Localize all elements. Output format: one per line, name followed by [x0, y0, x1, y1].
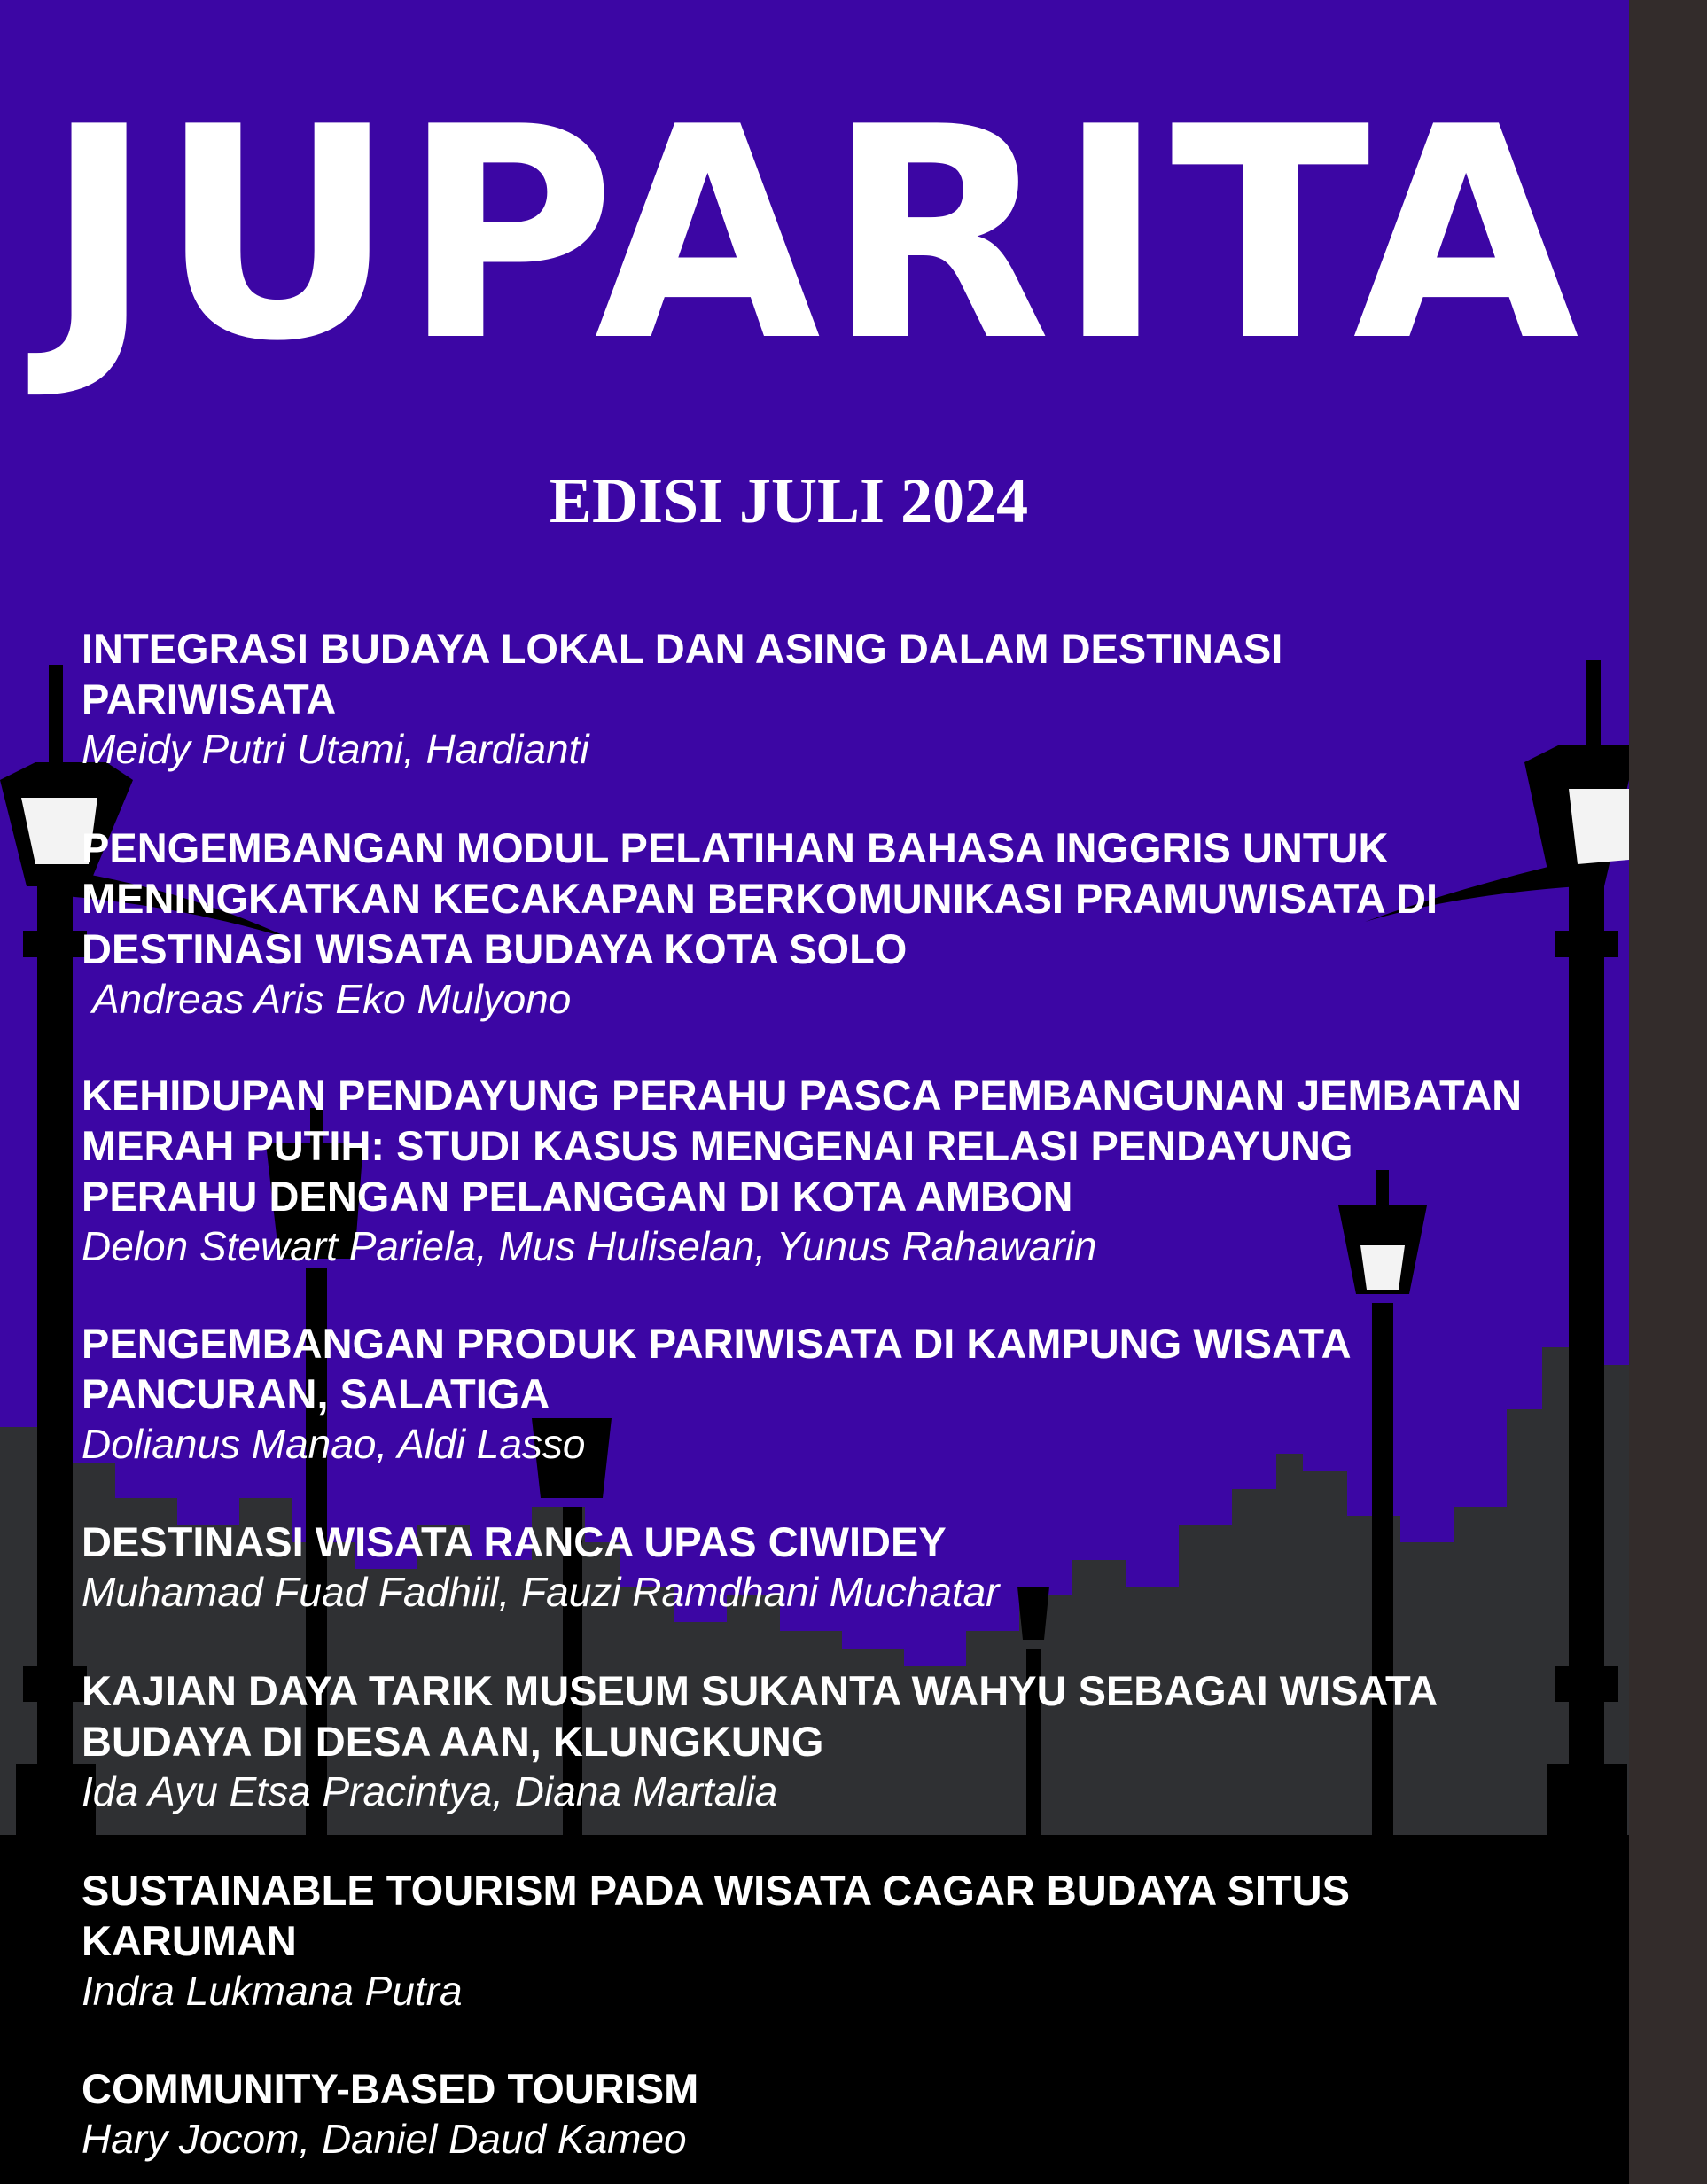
article-title: COMMUNITY-BASED TOURISM	[82, 2065, 699, 2112]
article-entry	[82, 823, 1535, 1024]
article-title: PENGEMBANGAN PRODUK PARIWISATA DI KAMPUNG WISATA PANCURAN, SALATIGA	[82, 1320, 1350, 1417]
article-title: SUSTAINABLE TOURISM PADA WISATA CAGAR BUDAYA SITUS KARUMAN	[82, 1867, 1350, 1964]
article-authors: Meidy Putri Utami, Hardianti	[82, 726, 589, 772]
article-entry	[82, 623, 1535, 774]
edition-label: EDISI JULI 2024	[549, 465, 1029, 536]
article-authors: Hary Jocom, Daniel Daud Kameo	[82, 2116, 687, 2162]
article-authors: Dolianus Manao, Aldi Lasso	[82, 1421, 586, 1467]
article-authors: Muhamad Fuad Fadhiil, Fauzi Ramdhani Muchatar	[82, 1569, 1000, 1615]
article-title: KEHIDUPAN PENDAYUNG PERAHU PASCA PEMBANGUNAN JEMBATAN MERAH PUTIH: STUDI KASUS MENGENAI RELASI PENDAYUNG PERAHU DENGAN PELANGGAN DI KOTA AMBON	[82, 1072, 1523, 1220]
article-authors: Delon Stewart Pariela, Mus Huliselan, Yunus Rahawarin	[82, 1223, 1097, 1269]
book-spine	[1629, 0, 1707, 2184]
article-entry	[82, 1865, 1535, 2016]
article-title: INTEGRASI BUDAYA LOKAL DAN ASING DALAM DESTINASI PARIWISATA	[82, 625, 1283, 722]
article-authors: Indra Lukmana Putra	[82, 1968, 463, 2014]
article-title: DESTINASI WISATA RANCA UPAS CIWIDEY	[82, 1518, 947, 1565]
article-authors: Andreas Aris Eko Mulyono	[92, 976, 572, 1022]
journal-title: JUPARITA	[44, 65, 1585, 405]
article-entry	[82, 1665, 1535, 1816]
article-entry	[82, 2063, 1535, 2164]
article-entry	[82, 1070, 1535, 1271]
article-title: PENGEMBANGAN MODUL PELATIHAN BAHASA INGGRIS UNTUK MENINGKATKAN KECAKAPAN BERKOMUNIKASI PRAMUWISATA DI DESTINASI WISATA BUDAYA KOTA SOLO	[82, 824, 1438, 972]
article-title: KAJIAN DAYA TARIK MUSEUM SUKANTA WAHYU SEBAGAI WISATA BUDAYA DI DESA AAN, KLUNGKUNG	[82, 1667, 1437, 1765]
article-entry	[82, 1318, 1535, 1469]
article-entry	[82, 1517, 1535, 1617]
article-authors: Ida Ayu Etsa Pracintya, Diana Martalia	[82, 1768, 778, 1814]
